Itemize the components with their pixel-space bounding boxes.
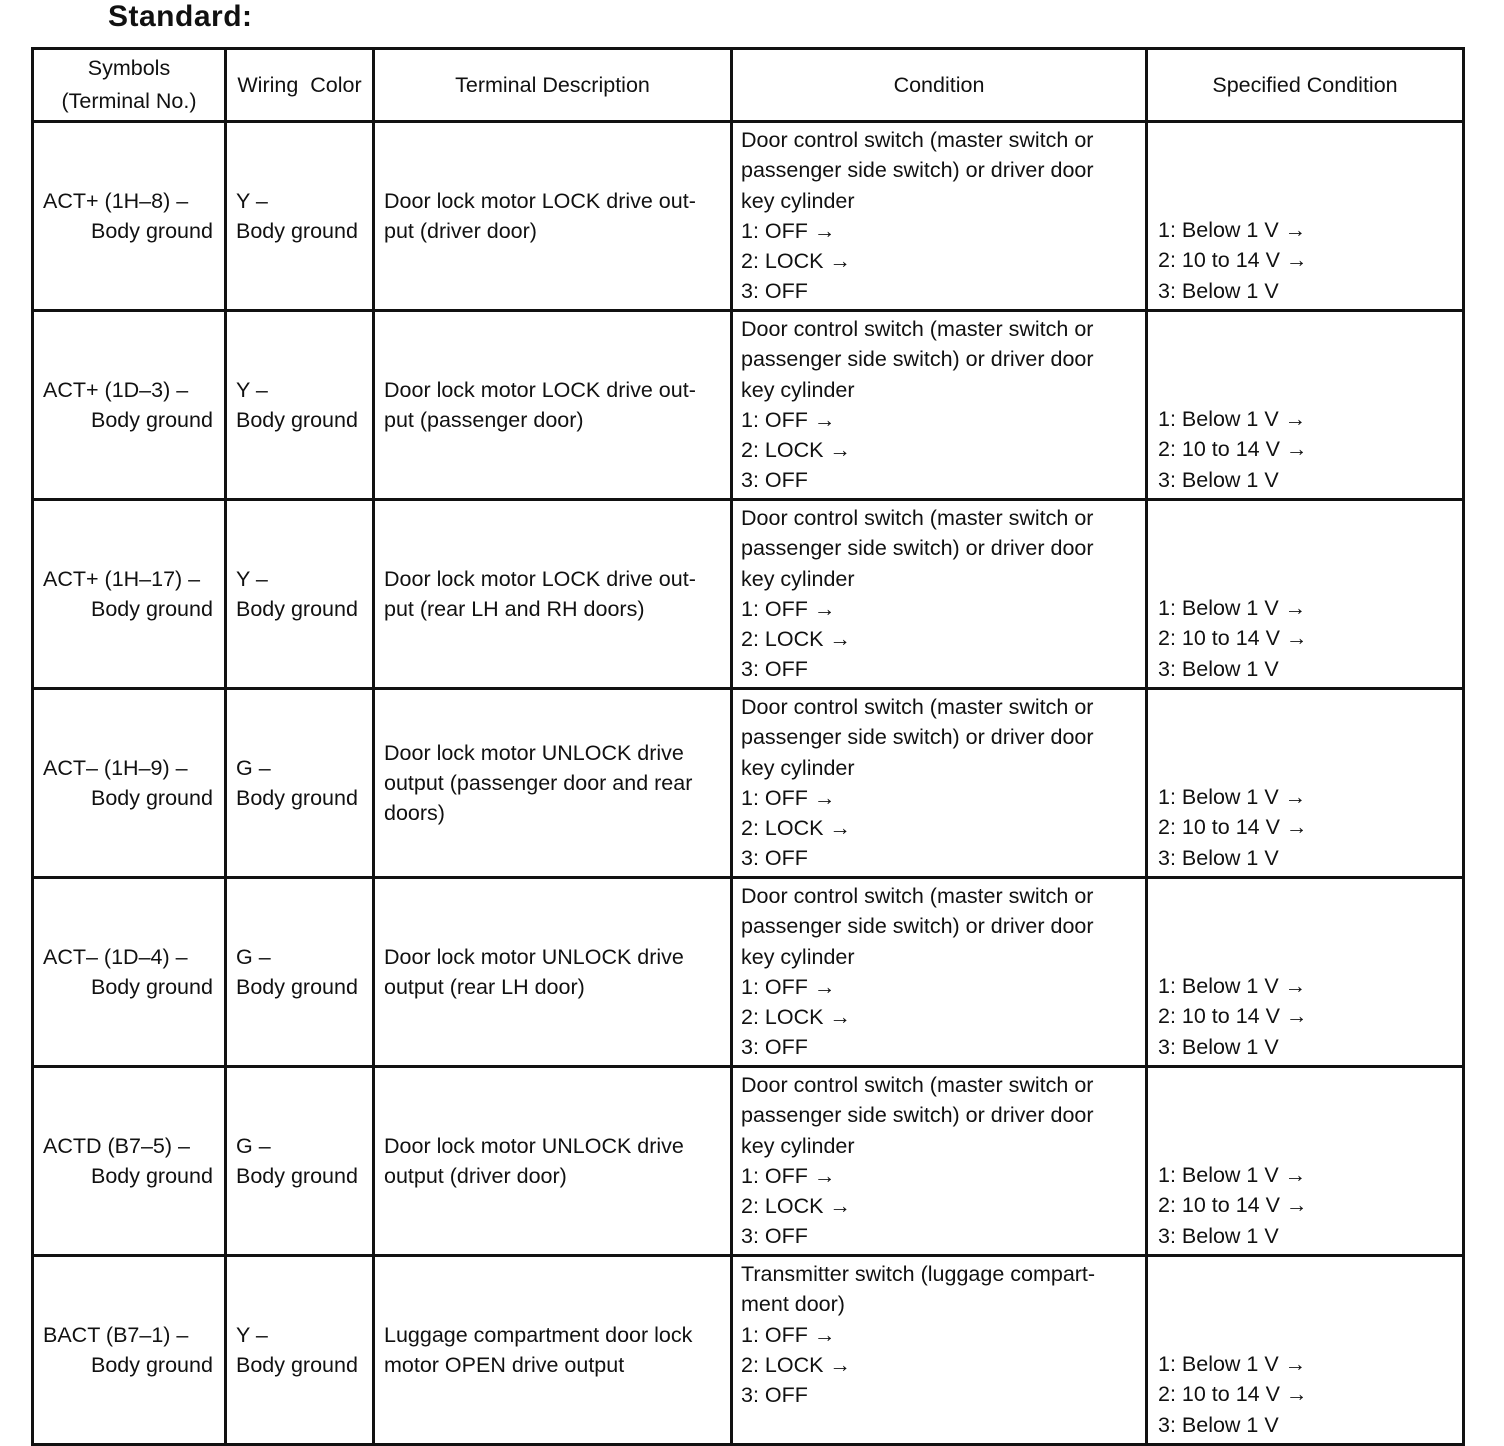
condition-line: key cylinder (741, 755, 855, 780)
terminal-description-cell (374, 1256, 732, 1445)
specified-condition-line: 2: 10 to 14 V → (1158, 815, 1308, 840)
table-row (33, 689, 1464, 878)
specified-condition-line: 1: Below 1 V → (1158, 407, 1307, 432)
specified-condition-cell (1147, 311, 1464, 500)
terminal-description: Door lock motor LOCK drive out-put (passenger door) (384, 377, 696, 432)
table-row (33, 1067, 1464, 1256)
condition-line: Transmitter switch (luggage compart- (741, 1262, 1096, 1286)
specified-condition-line: 1: Below 1 V → (1158, 785, 1307, 810)
specified-condition-line: 1: Below 1 V → (1158, 1352, 1307, 1377)
terminal-description: Door lock motor UNLOCK drive output (rear LH door) (384, 944, 684, 999)
wiring-color: Y – (236, 1322, 268, 1347)
terminal-description-cell (374, 500, 732, 689)
condition-line: 1: OFF → (741, 785, 836, 810)
condition-cell (732, 1067, 1147, 1256)
wiring-color: G – (236, 755, 271, 780)
symbol-cell (33, 1067, 226, 1256)
wiring-color-cell (226, 1256, 374, 1445)
header-row (33, 49, 1464, 122)
page-title: Standard: (108, 0, 253, 33)
condition-line: Door control switch (master switch or (741, 884, 1094, 908)
symbol-terminal: ACT+ (1D–3) – (43, 377, 189, 402)
condition-line: 1: OFF → (741, 218, 836, 243)
symbol-ground: Body ground (91, 1353, 213, 1377)
terminal-description: Door lock motor LOCK drive out-put (rear LH and RH doors) (384, 566, 696, 621)
specified-condition-line: 1: Below 1 V → (1158, 974, 1307, 999)
wiring-ground: Body ground (236, 786, 358, 810)
symbol-cell (33, 500, 226, 689)
header-symbols (33, 49, 226, 122)
specified-condition-line: 2: 10 to 14 V → (1158, 626, 1308, 651)
condition-line: 1: OFF → (741, 1163, 836, 1188)
specified-condition-line: 2: 10 to 14 V → (1158, 248, 1308, 273)
wiring-color: Y – (236, 377, 268, 402)
condition-line: 1: OFF → (741, 1322, 836, 1347)
specified-condition-line: 3: Below 1 V (1158, 1034, 1279, 1059)
condition-line: 1: OFF → (741, 407, 836, 432)
condition-line: passenger side switch) or driver door (741, 725, 1094, 750)
condition-line: 2: LOCK → (741, 249, 851, 274)
symbol-ground: Body ground (91, 975, 213, 999)
condition-line: 2: LOCK → (741, 438, 851, 463)
header-specified-condition: Specified Condition (1147, 49, 1464, 122)
specified-condition-cell (1147, 878, 1464, 1067)
table-row (33, 122, 1464, 311)
specified-condition-cell (1147, 1067, 1464, 1256)
symbol-terminal: ACT+ (1H–8) – (43, 188, 189, 213)
wiring-color: Y – (236, 566, 268, 591)
wiring-color-cell (226, 500, 374, 689)
condition-line: key cylinder (741, 944, 855, 969)
condition-line: passenger side switch) or driver door (741, 536, 1094, 561)
symbol-ground: Body ground (91, 219, 213, 243)
symbol-terminal: ACT+ (1H–17) – (43, 566, 201, 591)
condition-line: passenger side switch) or driver door (741, 914, 1094, 939)
specified-condition-cell (1147, 689, 1464, 878)
header-condition: Condition (732, 49, 1147, 122)
condition-line: ment door) (741, 1292, 845, 1317)
symbol-cell (33, 878, 226, 1067)
wiring-color-cell (226, 689, 374, 878)
condition-line: Door control switch (master switch or (741, 1073, 1094, 1097)
symbol-cell (33, 122, 226, 311)
specified-condition-line: 2: 10 to 14 V → (1158, 1004, 1308, 1029)
symbol-ground: Body ground (91, 1164, 213, 1188)
table-row (33, 311, 1464, 500)
specified-condition-line: 2: 10 to 14 V → (1158, 1193, 1308, 1218)
specified-condition-cell (1147, 122, 1464, 311)
wiring-ground: Body ground (236, 597, 358, 621)
specified-condition-line: 3: Below 1 V (1158, 278, 1279, 303)
symbol-cell (33, 311, 226, 500)
table-body (33, 122, 1464, 1445)
condition-line: 3: OFF (741, 657, 808, 682)
condition-line: 3: OFF (741, 1035, 808, 1060)
condition-line: 2: LOCK → (741, 1005, 851, 1030)
header-wiring-color: Wiring Color (226, 49, 374, 122)
wiring-color-cell (226, 311, 374, 500)
condition-line: 3: OFF (741, 1383, 808, 1408)
table-row (33, 500, 1464, 689)
wiring-ground: Body ground (236, 408, 358, 432)
condition-line: 1: OFF → (741, 596, 836, 621)
condition-line: passenger side switch) or driver door (741, 1103, 1094, 1128)
condition-line: 2: LOCK → (741, 816, 851, 841)
condition-cell (732, 122, 1147, 311)
condition-line: Door control switch (master switch or (741, 128, 1094, 152)
condition-line: Door control switch (master switch or (741, 506, 1094, 530)
symbol-ground: Body ground (91, 408, 213, 432)
terminal-description: Door lock motor UNLOCK drive output (passenger door and rear doors) (384, 740, 693, 826)
header-symbols-line2: (Terminal No.) (61, 89, 197, 113)
terminal-description-cell (374, 311, 732, 500)
wiring-ground: Body ground (236, 1164, 358, 1188)
table-header (33, 49, 1464, 122)
specified-condition-line: 3: Below 1 V (1158, 845, 1279, 870)
symbol-ground: Body ground (91, 786, 213, 810)
wiring-ground: Body ground (236, 219, 358, 243)
condition-line: 3: OFF (741, 468, 808, 493)
terminal-description-cell (374, 689, 732, 878)
specified-condition-line: 1: Below 1 V → (1158, 596, 1307, 621)
condition-line: 2: LOCK → (741, 1352, 851, 1377)
header-symbols-line1: Symbols (87, 56, 171, 80)
header-terminal-description: Terminal Description (374, 49, 732, 122)
symbol-terminal: ACTD (B7–5) – (43, 1133, 190, 1158)
wiring-color: Y – (236, 188, 268, 213)
condition-line: 3: OFF (741, 1224, 808, 1249)
wiring-color: G – (236, 944, 271, 969)
specified-condition-line: 3: Below 1 V (1158, 467, 1279, 492)
condition-line: key cylinder (741, 377, 855, 402)
wiring-color-cell (226, 122, 374, 311)
condition-line: passenger side switch) or driver door (741, 347, 1094, 372)
specified-condition-cell (1147, 1256, 1464, 1445)
wiring-color: G – (236, 1133, 271, 1158)
specified-condition-line: 1: Below 1 V → (1158, 1163, 1307, 1188)
terminal-description: Door lock motor UNLOCK drive output (driver door) (384, 1133, 684, 1188)
condition-cell (732, 1256, 1147, 1445)
table-row (33, 878, 1464, 1067)
symbol-cell (33, 1256, 226, 1445)
condition-cell (732, 878, 1147, 1067)
condition-cell (732, 689, 1147, 878)
condition-line: 2: LOCK → (741, 1194, 851, 1219)
specified-condition-line: 2: 10 to 14 V → (1158, 1382, 1308, 1407)
condition-line: 1: OFF → (741, 974, 836, 999)
terminal-description-cell (374, 1067, 732, 1256)
table-row (33, 1256, 1464, 1445)
specified-condition-cell (1147, 500, 1464, 689)
terminal-standard-table (31, 47, 1465, 1446)
terminal-description: Door lock motor LOCK drive out-put (driver door) (384, 188, 696, 243)
specified-condition-line: 3: Below 1 V (1158, 1412, 1279, 1437)
specified-condition-line: 1: Below 1 V → (1158, 218, 1307, 243)
condition-cell (732, 311, 1147, 500)
condition-line: key cylinder (741, 188, 855, 213)
terminal-description: Luggage compartment door lock motor OPEN drive output (384, 1322, 693, 1377)
wiring-color-cell (226, 1067, 374, 1256)
condition-line: key cylinder (741, 1133, 855, 1158)
condition-cell (732, 500, 1147, 689)
condition-line: 3: OFF (741, 846, 808, 871)
specified-condition-line: 3: Below 1 V (1158, 1223, 1279, 1248)
condition-line: key cylinder (741, 566, 855, 591)
condition-line: 3: OFF (741, 279, 808, 304)
wiring-ground: Body ground (236, 1353, 358, 1377)
condition-line: Door control switch (master switch or (741, 695, 1094, 719)
wiring-color-cell (226, 878, 374, 1067)
symbol-terminal: BACT (B7–1) – (43, 1322, 189, 1347)
specified-condition-line: 3: Below 1 V (1158, 656, 1279, 681)
condition-line: Door control switch (master switch or (741, 317, 1094, 341)
condition-line: 2: LOCK → (741, 627, 851, 652)
symbol-cell (33, 689, 226, 878)
specified-condition-line: 2: 10 to 14 V → (1158, 437, 1308, 462)
terminal-description-cell (374, 122, 732, 311)
symbol-terminal: ACT– (1D–4) – (43, 944, 188, 969)
wiring-ground: Body ground (236, 975, 358, 999)
condition-line: passenger side switch) or driver door (741, 158, 1094, 183)
symbol-terminal: ACT– (1H–9) – (43, 755, 188, 780)
symbol-ground: Body ground (91, 597, 213, 621)
terminal-description-cell (374, 878, 732, 1067)
